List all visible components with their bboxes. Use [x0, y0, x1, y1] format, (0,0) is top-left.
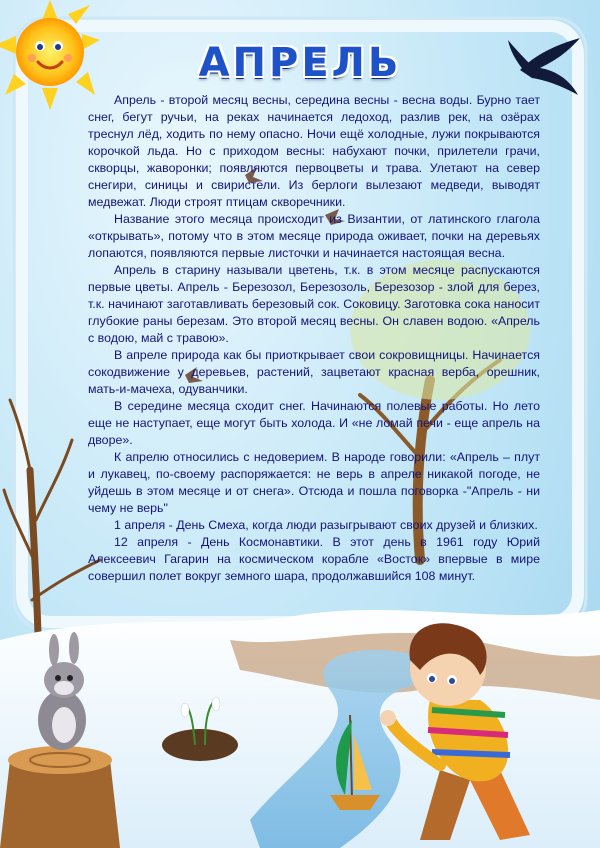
- paragraph: 12 апреля - День Космонавтики. В этот день в 1961 году Юрий Алексеевич Гагарин на космическом корабле «Восток» впервые в мире совершил полет вокруг земного шара, продолжавшийся 108 минут.: [88, 535, 540, 583]
- paragraph: 1 апреля - День Смеха, когда люди разыгрывают своих друзей и близких.: [114, 518, 538, 532]
- paragraph: В апреле природа как бы приоткрывает свои сокровищницы. Начинается сокодвижение у деревьев, растений, зацветают красная верба, орешник, мать-и-мачеха, одуванчики.: [88, 348, 540, 396]
- paragraph: Апрель в старину называли цветень, т.к. в этом месяце распускаются первые цветы. Апрель - Березозол, Березозоль, Березозор - злой для берез, т.к. начинают заготавливать березовый сок. Соковицу. Заготовка сока наносит глубокие раны березам. Это второй месяц весны. Он славен водою. «Апрель с водою, май с травою».: [88, 263, 540, 345]
- paragraph: Апрель - второй месяц весны, середина весны - весна воды. Бурно тает снег, бегут ручьи, на реках начинается ледоход, разлив рек, на озёрах треснул лёд, ходить по нему опасно. Ночи ещё холодные, лужи покрываются корочкой льда. Но с приходом весны: набухают почки, прилетели грачи, скворцы, жаворонки; появляются первоцветы и трава. Улетают на север снегири, синицы и свиристели. Из берлоги вылезают медведи, выводят медвежат. Люди строят птицам скворечники.: [88, 93, 540, 209]
- page-title: АПРЕЛЬ: [198, 40, 402, 86]
- paragraph: Название этого месяца происходит из Византии, от латинского глагола «открывать», потому что в этом месяце природа оживает, почки на деревьях лопаются, появляются первые листочки и начинается настоящая весна.: [88, 212, 540, 260]
- paragraph: В середине месяца сходит снег. Начинаются полевые работы. Но лето еще не наступает, еще могут быть холода. И «не ломай печи - еще апрель на дворе».: [88, 399, 540, 447]
- article-text: [88, 92, 540, 585]
- paragraph: К апрелю относились с недоверием. В народе говорили: «Апрель – плут и лукавец, по-своему распоряжается: не верь в апреле никакой погоде, не уйдешь в этом месяце и от снега». Отсюда и пошла поговорка -"Апрель - ни чему не верь": [88, 450, 540, 515]
